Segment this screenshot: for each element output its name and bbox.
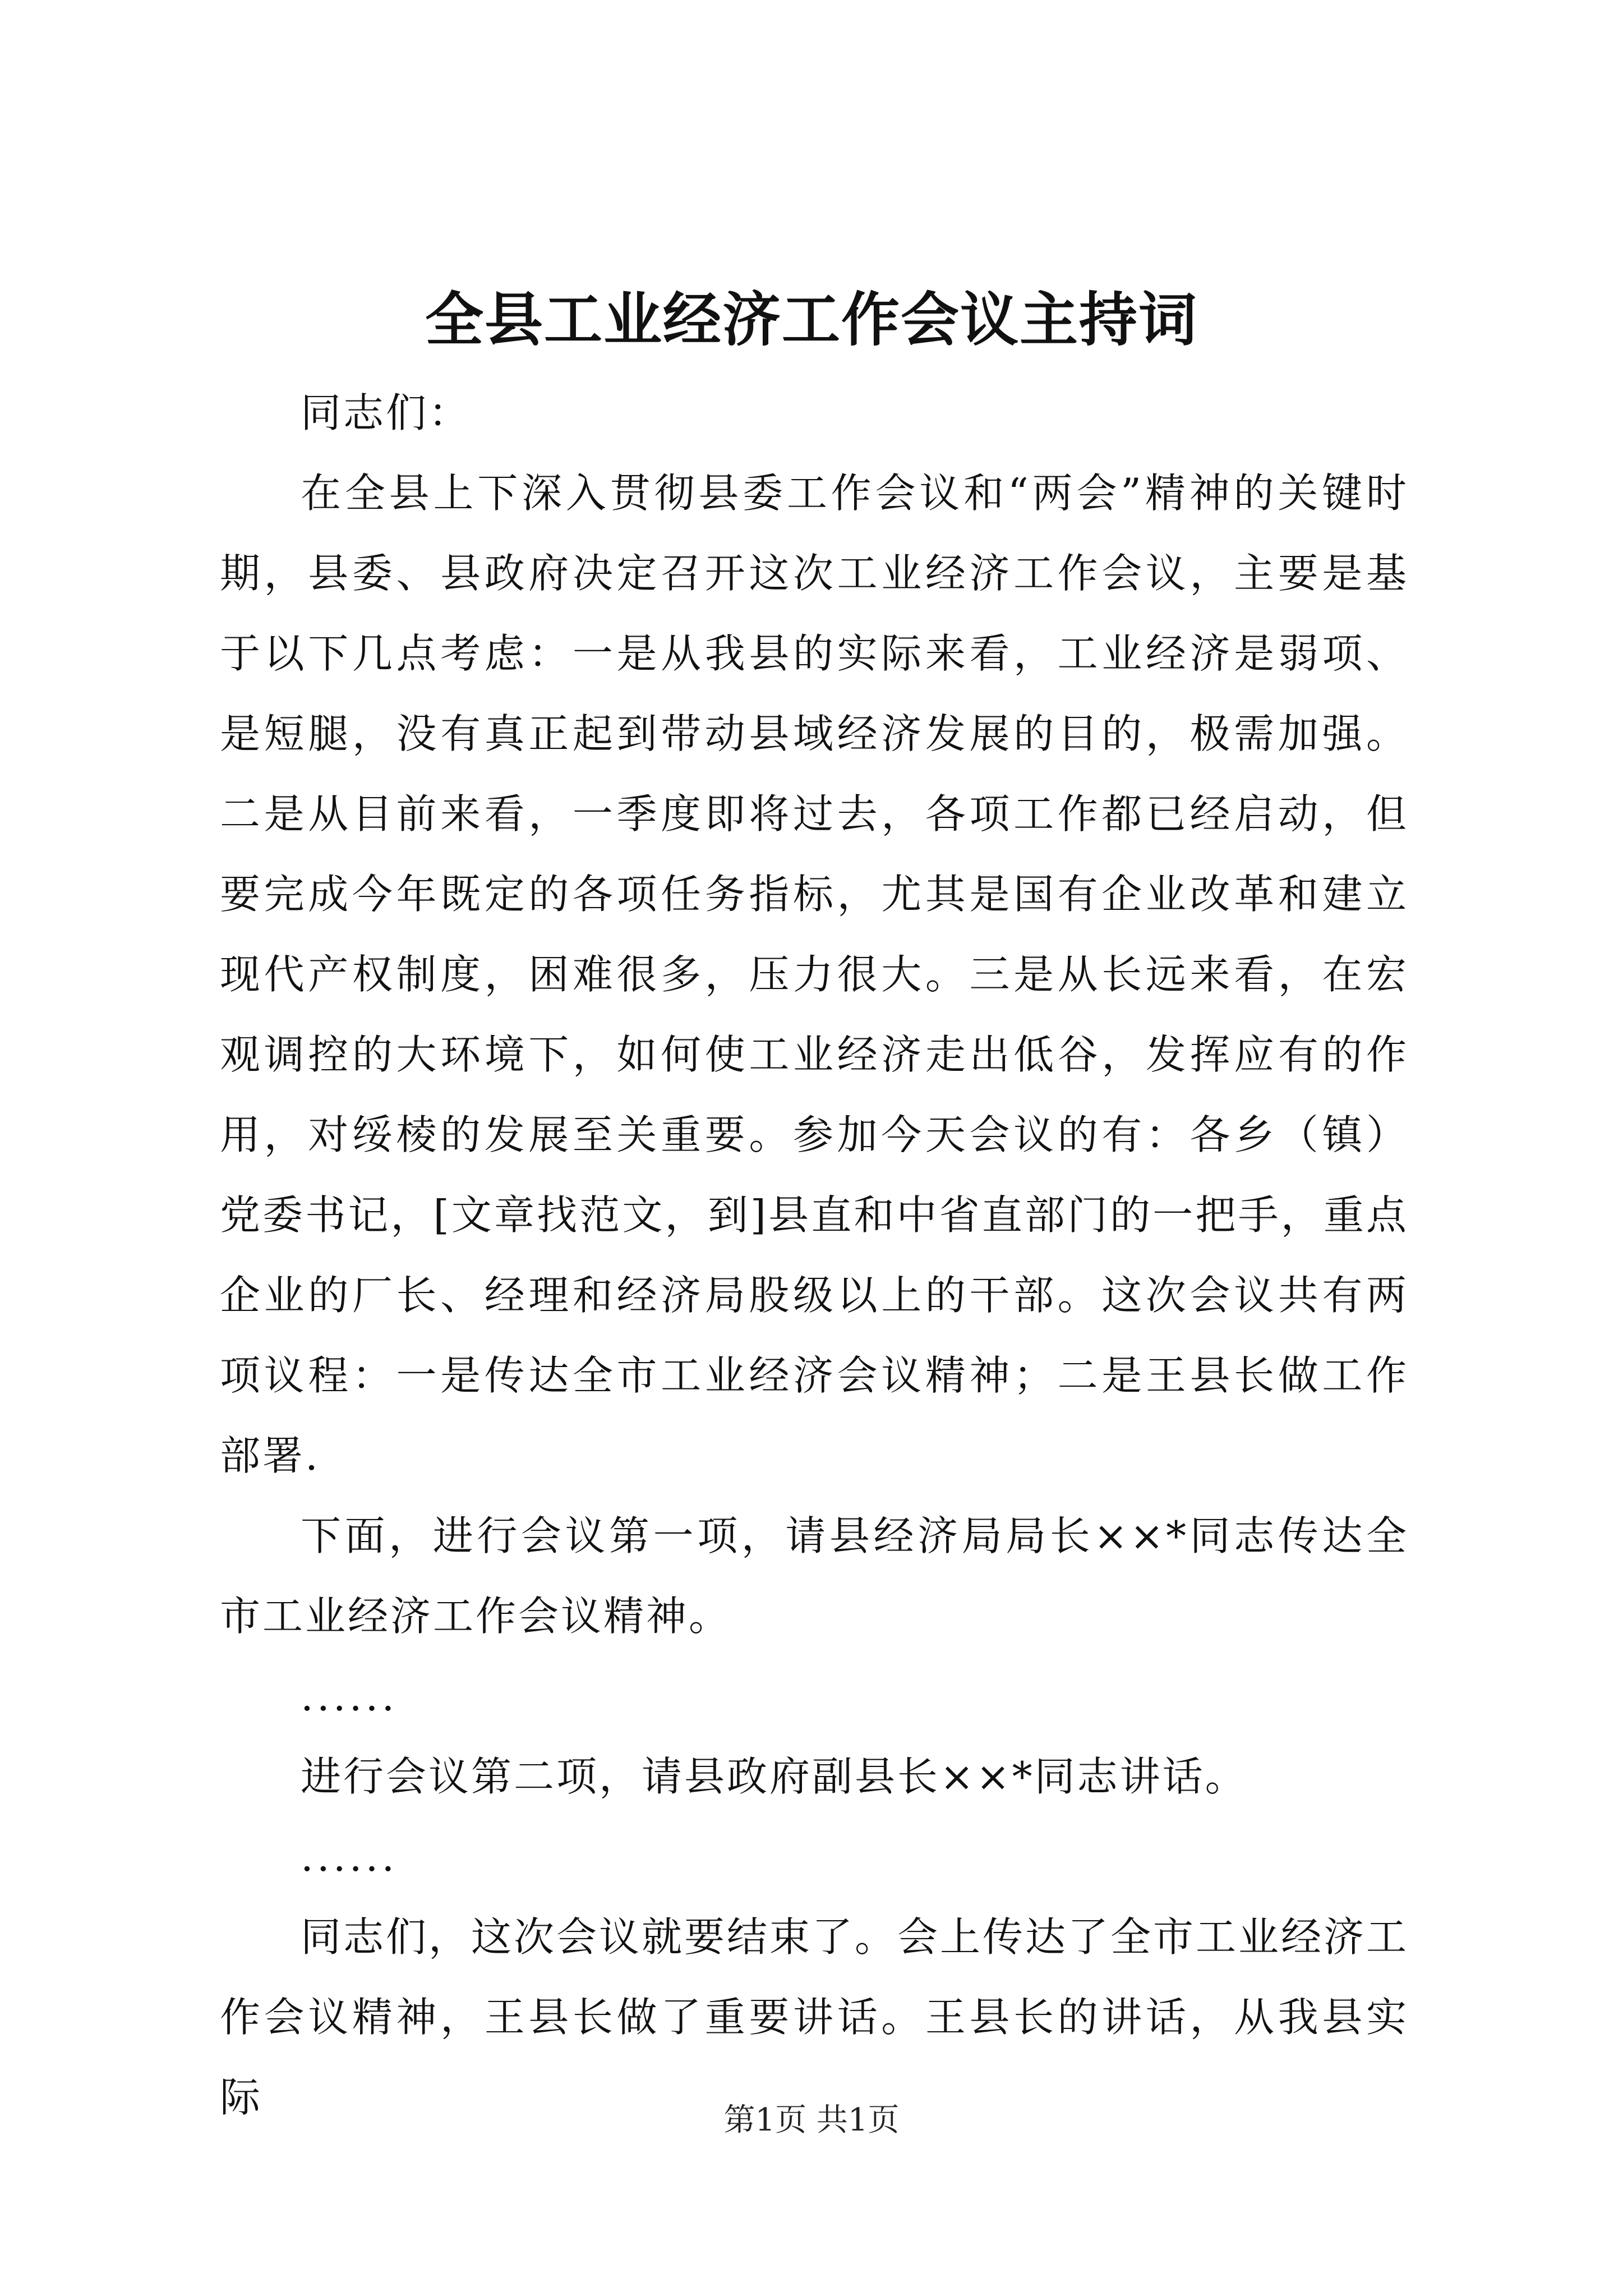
paragraph-closing: 同志们，这次会议就要结束了。会上传达了全市工业经济工作会议精神，王县长做了重要讲话。王县长的讲话，从我县实际 [220, 1913, 1409, 2121]
document-title: 全县工业经济工作会议主持词 [425, 285, 1198, 354]
ellipsis-1: ...... [301, 1673, 398, 1720]
document-body [220, 373, 1409, 2138]
ellipsis-2: ...... [301, 1833, 398, 1880]
paragraph-item-one: 下面，进行会议第一项，请县经济局局长××*同志传达全市工业经济工作会议精神。 [220, 1512, 1409, 1640]
paragraph-intro: 在全县上下深入贯彻县委工作会议和“两会”精神的关键时期，县委、县政府决定召开这次工业经济工作会议，主要是基于以下几点考虑：一是从我县的实际来看，工业经济是弱项、是短腿，没有真正起到带动县域经济发展的目的，极需加强。二是从目前来看，一季度即将过去，各项工作都已经启动，但要完成今年既定的各项任务指标，尤其是国有企业改革和建立现代产权制度，困难很多，压力很大。三是从长远来看，在宏观调控的大环境下，如何使工业经济走出低谷，发挥应有的作用，对绥棱的发展至关重要。参加今天会议的有：各乡（镇）党委书记，[文章找范文，到]县直和中省直部门的一把手，重点企业的厂长、经理和经济局股级以上的干部。这次会议共有两项议程：一是传达全市工业经济会议精神；二是王县长做工作部署. [220, 470, 1409, 1479]
page-footer: 第1页 共1页 [723, 2102, 900, 2138]
salutation: 同志们： [301, 389, 472, 436]
paragraph-item-two: 进行会议第二项，请县政府副县长××*同志讲话。 [301, 1753, 1248, 1800]
